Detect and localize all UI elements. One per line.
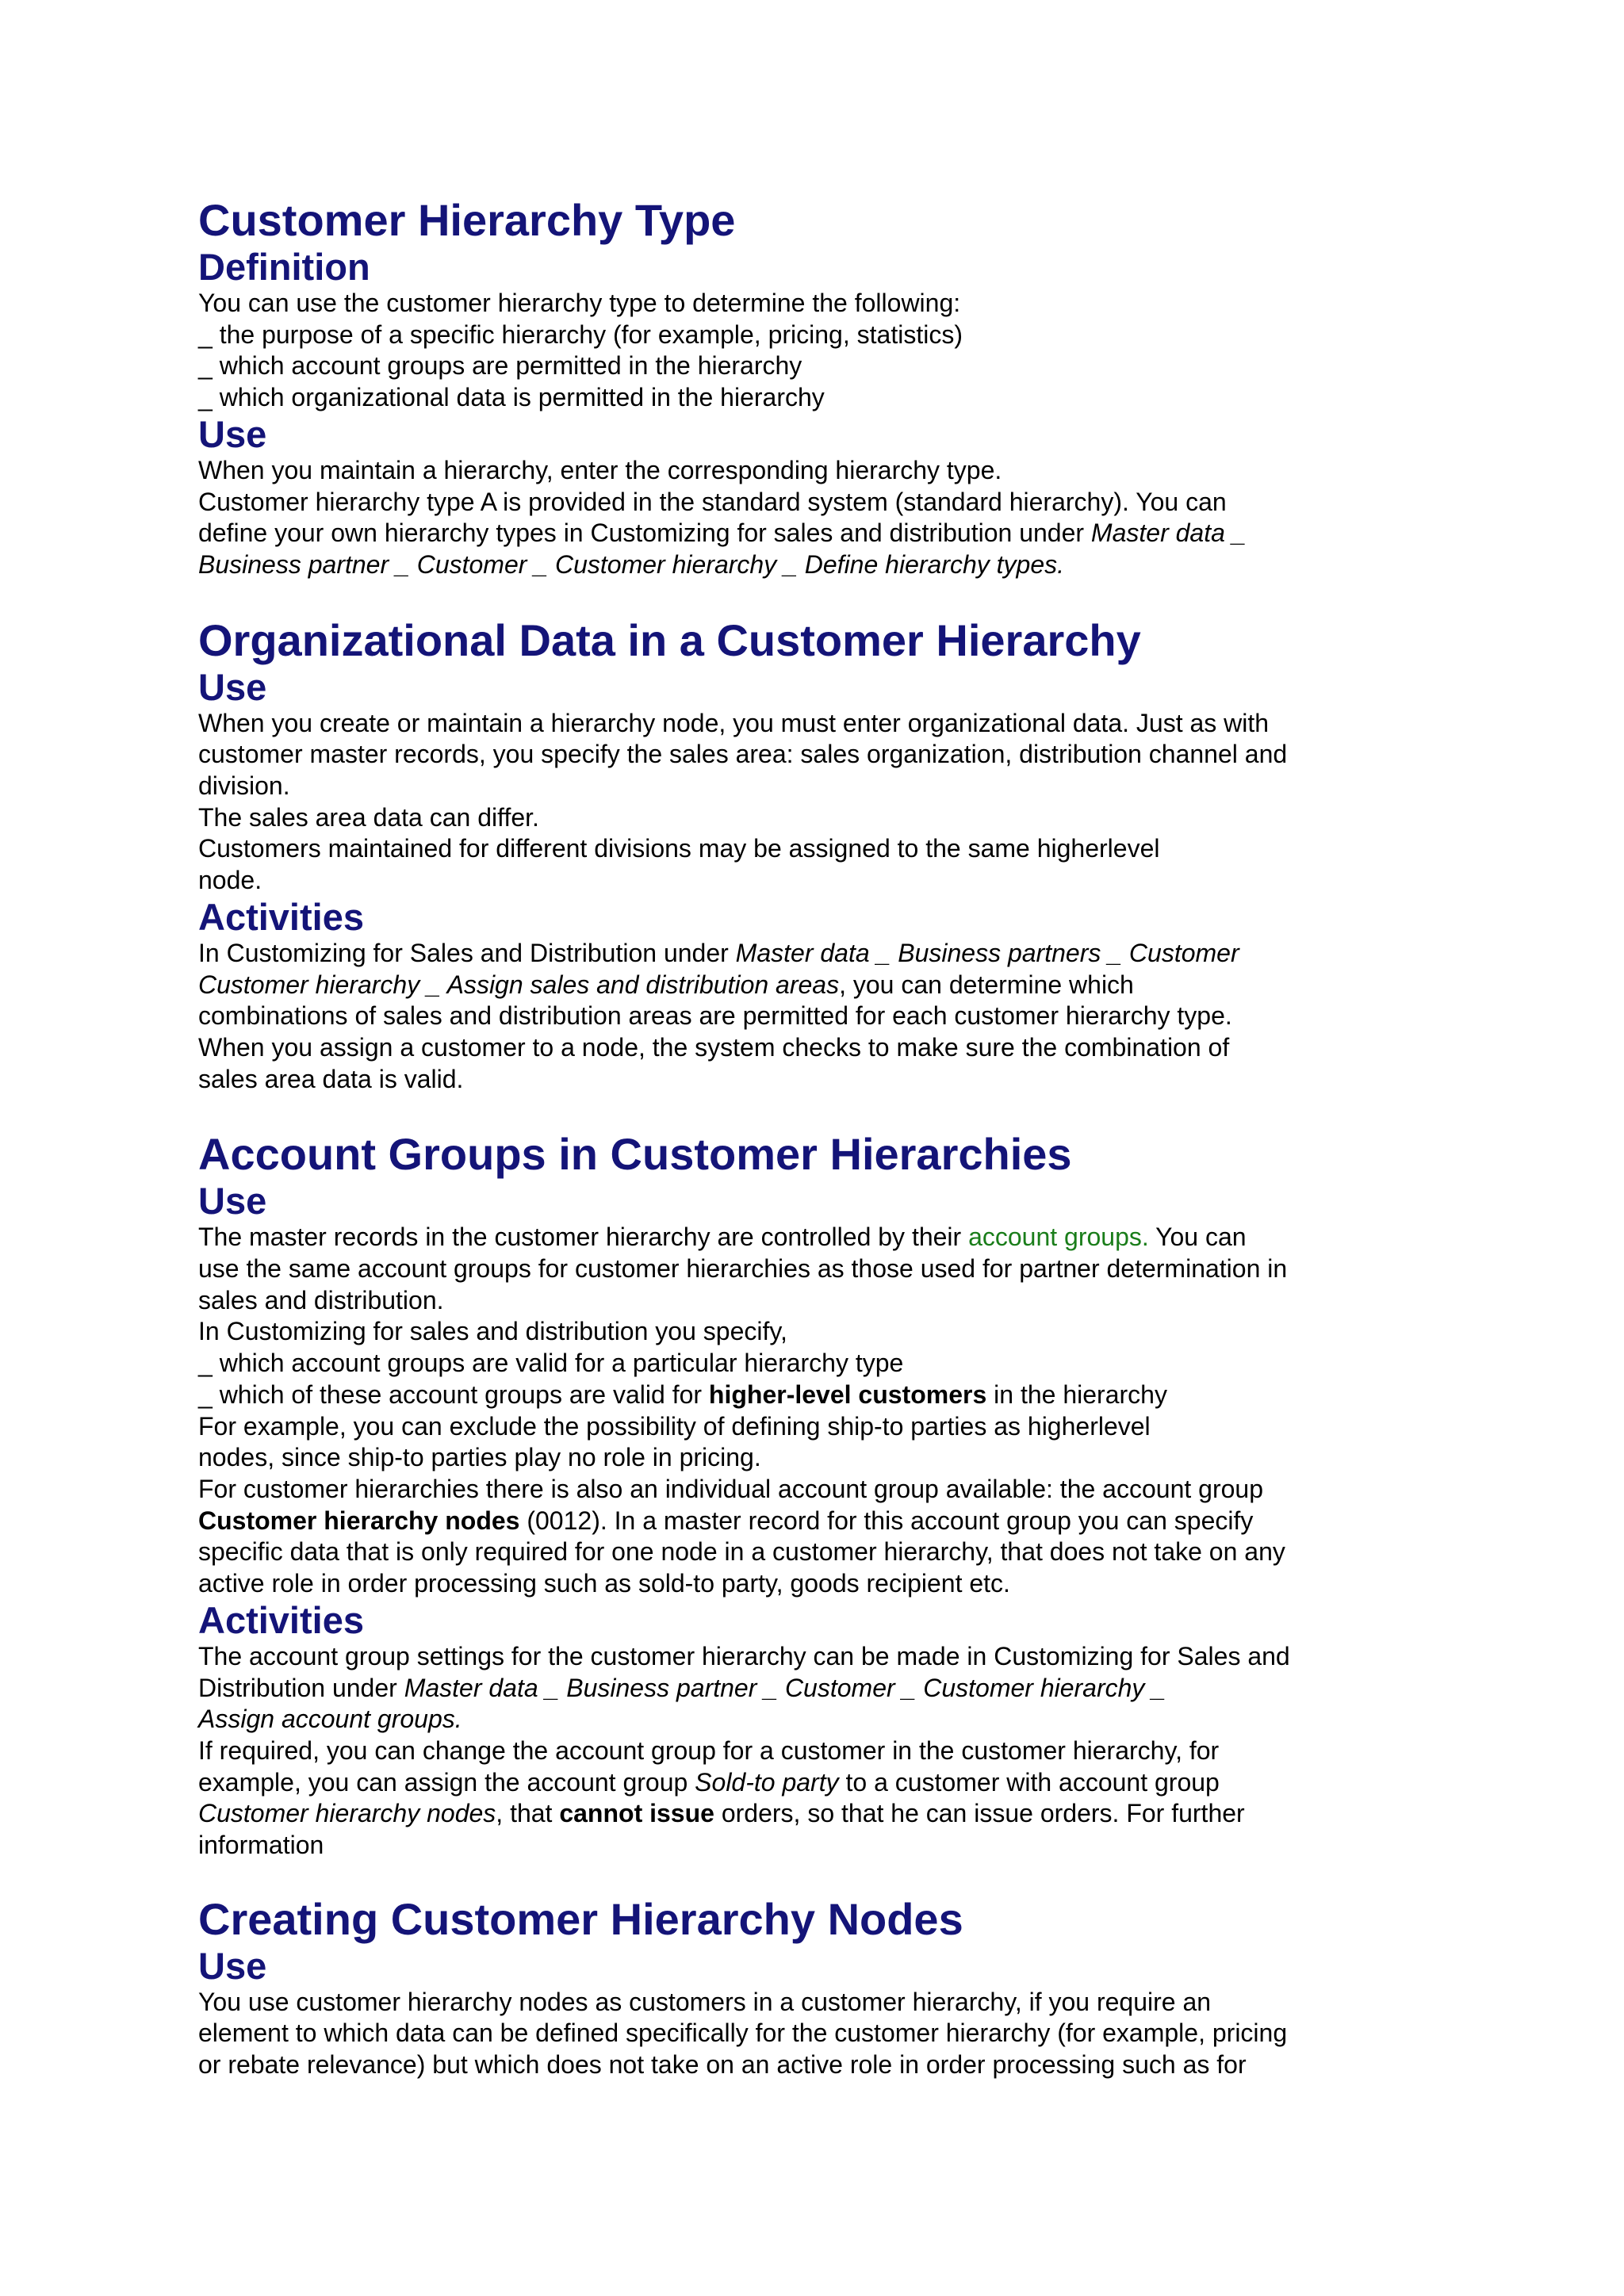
text-run: orders, so that he can issue orders. For further — [714, 1799, 1245, 1828]
account-groups-link[interactable]: account groups. — [968, 1223, 1149, 1252]
subheading-use: Use — [198, 412, 267, 455]
section-customer-hierarchy-type — [198, 194, 1435, 581]
section-spacer — [198, 1095, 1435, 1128]
use-line: customer master records, you specify the sales area: sales organization, distribution channel and — [198, 740, 1288, 769]
activities-line — [198, 970, 1435, 1001]
activities-line — [198, 1767, 1435, 1799]
section-title: Organizational Data in a Customer Hierarchy — [198, 614, 1141, 665]
subheading-activities: Activities — [198, 1598, 364, 1641]
use-line — [198, 518, 1435, 549]
text-run: to a customer with account group — [838, 1767, 1220, 1797]
use-line: division. — [198, 771, 290, 801]
text-run: in the hierarchy — [986, 1380, 1167, 1409]
definition-line: _ which organizational data is permitted in the hierarchy — [198, 383, 825, 412]
bold-term: higher-level customers — [708, 1380, 987, 1409]
use-line: The sales area data can differ. — [198, 802, 539, 832]
use-line — [198, 1380, 1435, 1411]
document-page — [198, 194, 1435, 2081]
activities-line — [198, 1798, 1435, 1830]
use-line: nodes, since ship-to parties play no role in pricing. — [198, 1443, 761, 1472]
activities-line — [198, 1673, 1435, 1705]
use-line: For example, you can exclude the possibility of defining ship-to parties as higherlevel — [198, 1411, 1151, 1441]
use-line: You use customer hierarchy nodes as customers in a customer hierarchy, if you require an — [198, 1987, 1212, 2016]
activities-line: information — [198, 1831, 324, 1860]
menu-path: Master data _ Business partners _ Customer — [735, 938, 1239, 967]
bold-term: cannot issue — [559, 1799, 714, 1828]
section-title: Customer Hierarchy Type — [198, 195, 736, 245]
menu-path: Master data _ Business partner _ Customer _ Customer hierarchy _ — [404, 1673, 1166, 1702]
activities-line: If required, you can change the account group for a customer in the customer hierarchy, for — [198, 1735, 1220, 1765]
section-title: Creating Customer Hierarchy Nodes — [198, 1893, 963, 1944]
use-line — [198, 1222, 1435, 1253]
use-line: specific data that is only required for one node in a customer hierarchy, that does not take on any — [198, 1537, 1285, 1567]
subheading-definition: Definition — [198, 246, 370, 288]
subheading-use: Use — [198, 1180, 267, 1223]
use-line: Customers maintained for different divisions may be assigned to the same higherlevel — [198, 834, 1160, 863]
text-run: , you can determine which — [839, 970, 1134, 999]
menu-path: Business partner _ Customer _ Customer hierarchy _ Define hierarchy types. — [198, 549, 1065, 579]
definition-line: _ which account groups are permitted in the hierarchy — [198, 351, 802, 381]
section-spacer — [198, 1862, 1435, 1893]
text-run: In Customizing for Sales and Distribution under — [198, 938, 736, 967]
use-line: element to which data can be defined specifically for the customer hierarchy (for example, pricing — [198, 2019, 1288, 2048]
section-organizational-data — [198, 614, 1435, 1096]
activities-line — [198, 1704, 1435, 1735]
section-title: Account Groups in Customer Hierarchies — [198, 1129, 1072, 1180]
text-run: (0012). In a master record for this account group you can specify — [519, 1506, 1254, 1535]
use-line: use the same account groups for customer hierarchies as those used for partner determination in — [198, 1254, 1288, 1284]
text-run: The master records in the customer hierarchy are controlled by their — [198, 1223, 969, 1252]
use-line: _ which account groups are valid for a particular hierarchy type — [198, 1349, 904, 1378]
text-run: , that — [496, 1799, 560, 1828]
definition-line: You can use the customer hierarchy type to determine the following: — [198, 289, 961, 317]
use-line: active role in order processing such as sold-to party, goods recipient etc. — [198, 1569, 1010, 1598]
menu-path: Assign account groups. — [198, 1705, 462, 1734]
use-line: or rebate relevance) but which does not take on an active role in order processing such as for — [198, 2050, 1247, 2080]
activities-line — [198, 938, 1435, 970]
text-run: You can — [1148, 1223, 1247, 1252]
subheading-use: Use — [198, 1944, 267, 1987]
text-run: _ which of these account groups are valid for — [198, 1380, 709, 1409]
activities-line: When you assign a customer to a node, the system checks to make sure the combination of — [198, 1032, 1230, 1062]
use-line: In Customizing for sales and distribution you specify, — [198, 1317, 787, 1346]
activities-line: combinations of sales and distribution areas are permitted for each customer hierarchy type. — [198, 1001, 1232, 1031]
text-run: define your own hierarchy types in Customizing for sales and distribution under — [198, 519, 1091, 548]
subheading-use: Use — [198, 665, 267, 708]
definition-line: _ the purpose of a specific hierarchy (for example, pricing, statistics) — [198, 320, 963, 349]
use-line — [198, 1506, 1435, 1537]
section-creating-nodes — [198, 1893, 1435, 2081]
use-line: When you maintain a hierarchy, enter the corresponding hierarchy type. — [198, 455, 1002, 484]
use-line: Customer hierarchy type A is provided in the standard system (standard hierarchy). You can — [198, 487, 1227, 516]
text-run: example, you can assign the account group — [198, 1767, 695, 1797]
use-line: For customer hierarchies there is also an individual account group available: the account group — [198, 1474, 1263, 1503]
text-run: Distribution under — [198, 1673, 404, 1702]
italic-term: Customer hierarchy nodes — [198, 1799, 496, 1828]
activities-line: sales area data is valid. — [198, 1064, 464, 1093]
use-line: When you create or maintain a hierarchy node, you must enter organizational data. Just as with — [198, 708, 1270, 737]
activities-line: The account group settings for the customer hierarchy can be made in Customizing for Sales and — [198, 1641, 1290, 1670]
section-spacer — [198, 581, 1435, 614]
italic-term: Sold-to party — [695, 1767, 839, 1797]
use-line: node. — [198, 866, 262, 895]
menu-path: Master data _ — [1090, 519, 1247, 548]
use-line: sales and distribution. — [198, 1285, 444, 1314]
menu-path: Customer hierarchy _ Assign sales and distribution areas — [198, 970, 840, 999]
subheading-activities: Activities — [198, 895, 364, 938]
use-line — [198, 549, 1435, 581]
bold-term: Customer hierarchy nodes — [198, 1506, 520, 1535]
section-account-groups — [198, 1128, 1435, 1861]
